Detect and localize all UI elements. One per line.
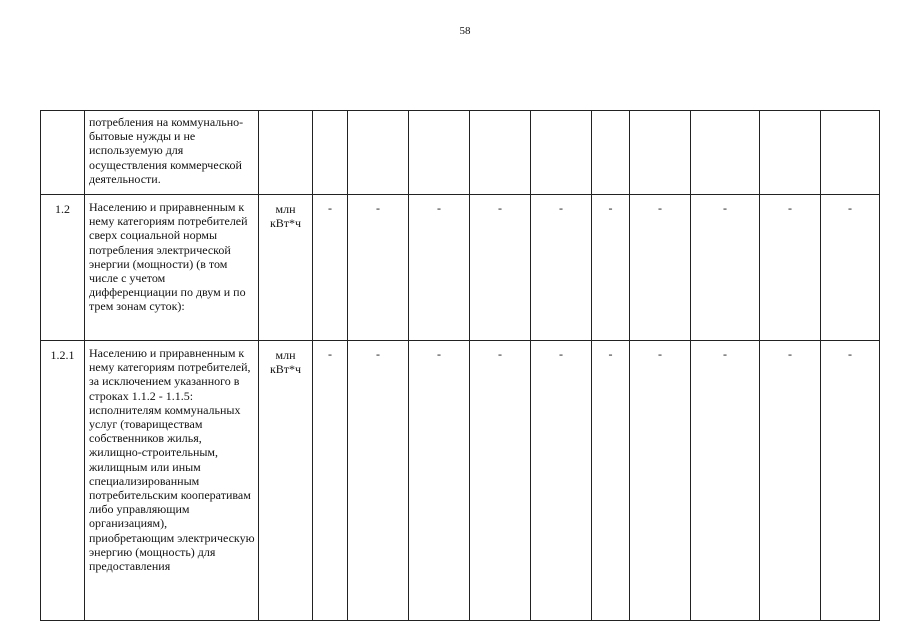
value-cell: - [691,195,760,341]
value-cell: - [592,195,630,341]
row-number: 1.2 [41,195,85,341]
value-cell: - [409,195,470,341]
value-cell [760,111,821,195]
row-name: потребления на коммунально-бытовые нужды и не используемую для осуществления коммерческой деятельности. [85,111,259,195]
table-row [41,111,880,195]
value-cell: - [760,195,821,341]
table-row [41,195,880,341]
value-cell: - [531,341,592,621]
value-cell: - [592,341,630,621]
value-cell [313,111,348,195]
page-number: 58 [459,25,471,37]
value-cell [348,111,409,195]
value-cell: - [348,341,409,621]
value-cell: - [760,341,821,621]
value-cell: - [630,195,691,341]
value-cell [409,111,470,195]
row-unit: млн кВт*ч [259,341,313,621]
row-unit: млн кВт*ч [259,195,313,341]
row-unit [259,111,313,195]
value-cell [691,111,760,195]
value-cell: - [313,195,348,341]
value-cell: - [470,195,531,341]
value-cell: - [821,195,880,341]
row-number [41,111,85,195]
value-cell [630,111,691,195]
tariff-table [40,110,880,621]
value-cell [821,111,880,195]
value-cell: - [348,195,409,341]
value-cell: - [470,341,531,621]
row-number: 1.2.1 [41,341,85,621]
value-cell: - [313,341,348,621]
row-name: Населению и приравненным к нему категориям потребителей, за исключением указанного в строках 1.1.2 - 1.1.5: исполнителям коммунальных услуг (товариществам собственников жилья, жилищно-строительным, жилищным или иным специализированным потребительским кооперативам либо управляющим организациям), приобретающим электрическую энергию (мощность) для предоставления [85,341,259,621]
value-cell: - [630,341,691,621]
value-cell: - [531,195,592,341]
value-cell [531,111,592,195]
row-name: Населению и приравненным к нему категориям потребителей сверх социальной нормы потребления электрической энергии (мощности) (в том числе с учетом дифференциации по двум и по трем зонам суток): [85,195,259,341]
value-cell [470,111,531,195]
value-cell: - [821,341,880,621]
value-cell [592,111,630,195]
value-cell: - [691,341,760,621]
value-cell: - [409,341,470,621]
table-row [41,341,880,621]
